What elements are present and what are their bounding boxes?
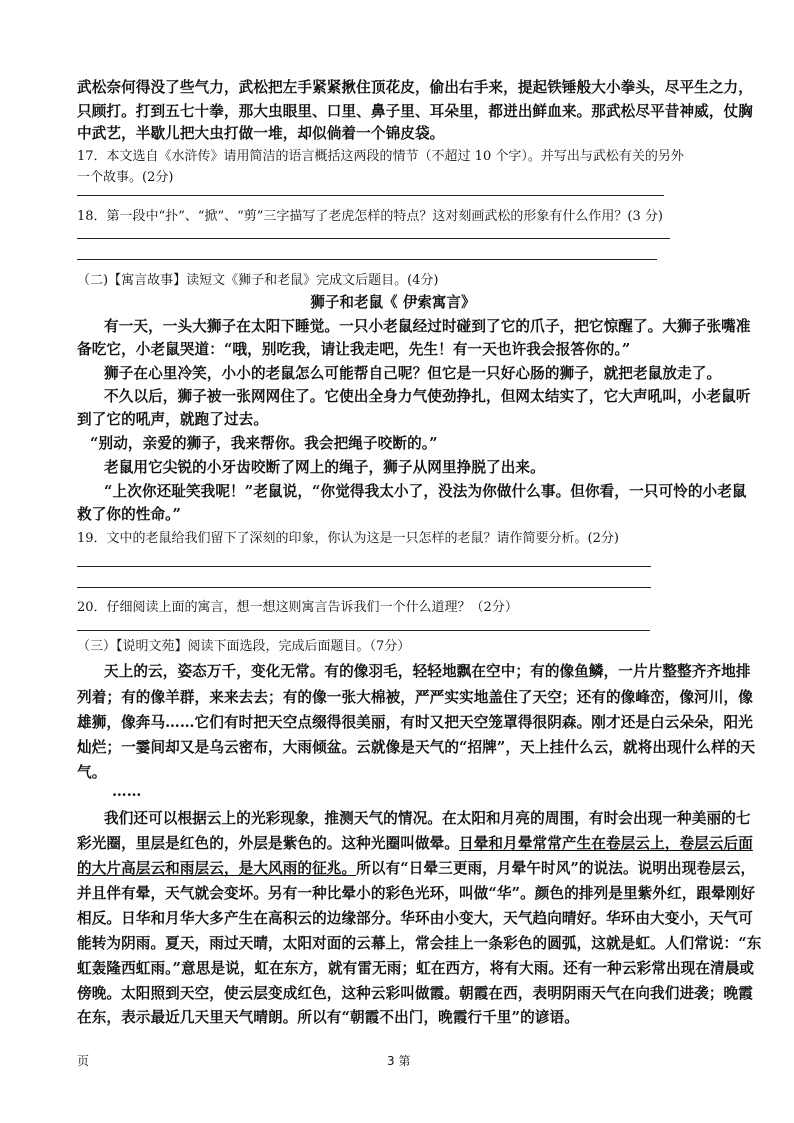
passage-line: 只顾打。打到五七十拳，那大虫眼里、口里、鼻子里、耳朵里，都迸出鲜血来。那武松尽平昔神威，仗胸 [77,103,753,120]
passage-line: 中武艺，半歇儿把大虫打做一堆，却似倘着一个锦皮袋。 [77,125,445,142]
question-17: 一个故事。(2分) [77,170,174,185]
fable-line: 有一天，一头大狮子在太阳下睡觉。一只小老鼠经过时碰到了它的爪子，把它惊醒了。大狮子张嘴准 [104,318,751,335]
expository-line: 虹轰隆西虹雨。”意思是说，虹在东方，就有雷无雨；虹在西方，将有大雨。还有一种云彩常出现在清晨或 [77,960,755,977]
expository-text: 彩光圈，里层是红色的，外层是紫色的。这种光圈叫做晕。 [77,835,460,852]
section-2-intro: （二)【寓言故事】读短文《狮子和老鼠》完成文后题目。(4分) [77,273,439,288]
expository-line: 能转为阴雨。夏天，雨过天晴，太阳对面的云幕上，常会挂上一条彩色的圆弧，这就是虹。人们常说：“东 [77,935,762,952]
expository-text: 所以有“日晕三更雨，月晕午时风”的说法。说明出现卷层云， [356,860,756,877]
answer-line [77,195,664,196]
expository-line: 傍晚。太阳照到天空，使云层变成红色，这种云彩叫做霞。朝霞在西，表明阴雨天气在向我们进袭；晚霞 [77,985,753,1002]
expository-line [77,832,753,853]
expository-line: 相反。日华和月华大多产生在高积云的边缘部分。华环由小变大，天气趋向晴好。华环由大变小，天气可 [77,910,753,927]
page-number: 3 第 [387,1054,411,1068]
answer-line [77,630,650,631]
answer-line [77,587,651,588]
fable-title: 狮子和老鼠《 伊索寓言》 [310,294,476,311]
expository-line: 在东，表示最近几天里天气晴朗。所以有“朝霞不出门，晚霞行千里”的谚语。 [77,1009,579,1026]
expository-line: 灿烂；一霎间却又是乌云密布，大雨倾盆。云就像是天气的“招牌”，天上挂什么云，就将出现什么样的天 [77,739,756,756]
passage-line: 武松奈何得没了些气力，武松把左手紧紧揪住顶花皮，偷出右手来，提起铁锤般大小拳头，尽平生之力， [77,79,753,96]
fable-line: “别动，亲爱的狮子，我来帮你。我会把绳子咬断的。” [90,435,438,452]
expository-line: 列着；有的像羊群，来来去去；有的像一张大棉被，严严实实地盖住了天空；还有的像峰峦，像河川，像 [77,689,753,706]
footer-left: 页 [77,1054,90,1068]
underlined-text: 日晕和月晕常常产生在卷层云上，卷层云后面 [459,835,753,852]
question-19: 19．文中的老鼠给我们留下了深刻的印象，你认为这是一只怎样的老鼠？请作简要分析。(2分) [77,531,619,546]
underlined-text: 的大片高层云和雨层云，是大风雨的征兆。 [77,860,357,877]
fable-line: 不久以后，狮子被一张网网住了。它使出全身力气使劲挣扎，但网太结实了，它大声吼叫，小老鼠听 [104,388,751,405]
fable-line: 备吃它，小老鼠哭道：“哦，别吃我，请让我走吧，先生！有一天也许我会报答你的。” [77,341,631,358]
fable-line: 救了你的性命。” [77,506,182,523]
fable-line: “上次你还耻笑我呢！”老鼠说，“你觉得我太小了，没法为你做什么事。但你看，一只可怜的小老鼠 [104,483,747,500]
expository-line [77,857,755,878]
ellipsis: …… [112,783,142,800]
expository-line: 我们还可以根据云上的光彩现象，推测天气的情况。在太阳和月亮的周围，有时会出现一种美丽的七 [104,810,751,827]
section-3-intro: （三）【说明文苑】阅读下面选段，完成后面题目。（7分） [77,639,411,654]
answer-line [77,259,657,260]
question-18: 18．第一段中“扑”、“掀”、“剪”三字描写了老虎怎样的特点？这对刻画武松的形象有什么作用？(3 分) [77,209,663,224]
fable-line: 狮子在心里冷笑，小小的老鼠怎么可能帮自己呢？但它是一只好心肠的狮子，就把老鼠放走了。 [104,365,722,382]
expository-line: 雄狮，像奔马……它们有时把天空点缀得很美丽，有时又把天空笼罩得很阴森。刚才还是白云朵朵，阳光 [77,714,753,731]
question-17: 17．本文选自《水浒传》请用简洁的语言概括这两段的情节（不超过 10 个字）。并写出与武松有关的另外 [77,149,684,164]
answer-line [77,566,651,567]
expository-line: 气。 [77,764,107,781]
expository-line: 并且伴有晕，天气就会变坏。另有一种比晕小的彩色光环，叫做“华”。颜色的排列是里紫外红，跟晕刚好 [77,885,756,902]
question-20: 20．仔细阅读上面的寓言，想一想这则寓言告诉我们一个什么道理？（2分） [77,600,518,615]
expository-line: 天上的云，姿态万千，变化无常。有的像羽毛，轻轻地飘在空中；有的像鱼鳞，一片片整整齐齐地排 [104,663,751,680]
fable-line: 到了它的吼声，就跑了过去。 [77,411,269,428]
answer-line [77,238,670,239]
fable-line: 老鼠用它尖锐的小牙齿咬断了网上的绳子，狮子从网里挣脱了出来。 [104,459,545,476]
